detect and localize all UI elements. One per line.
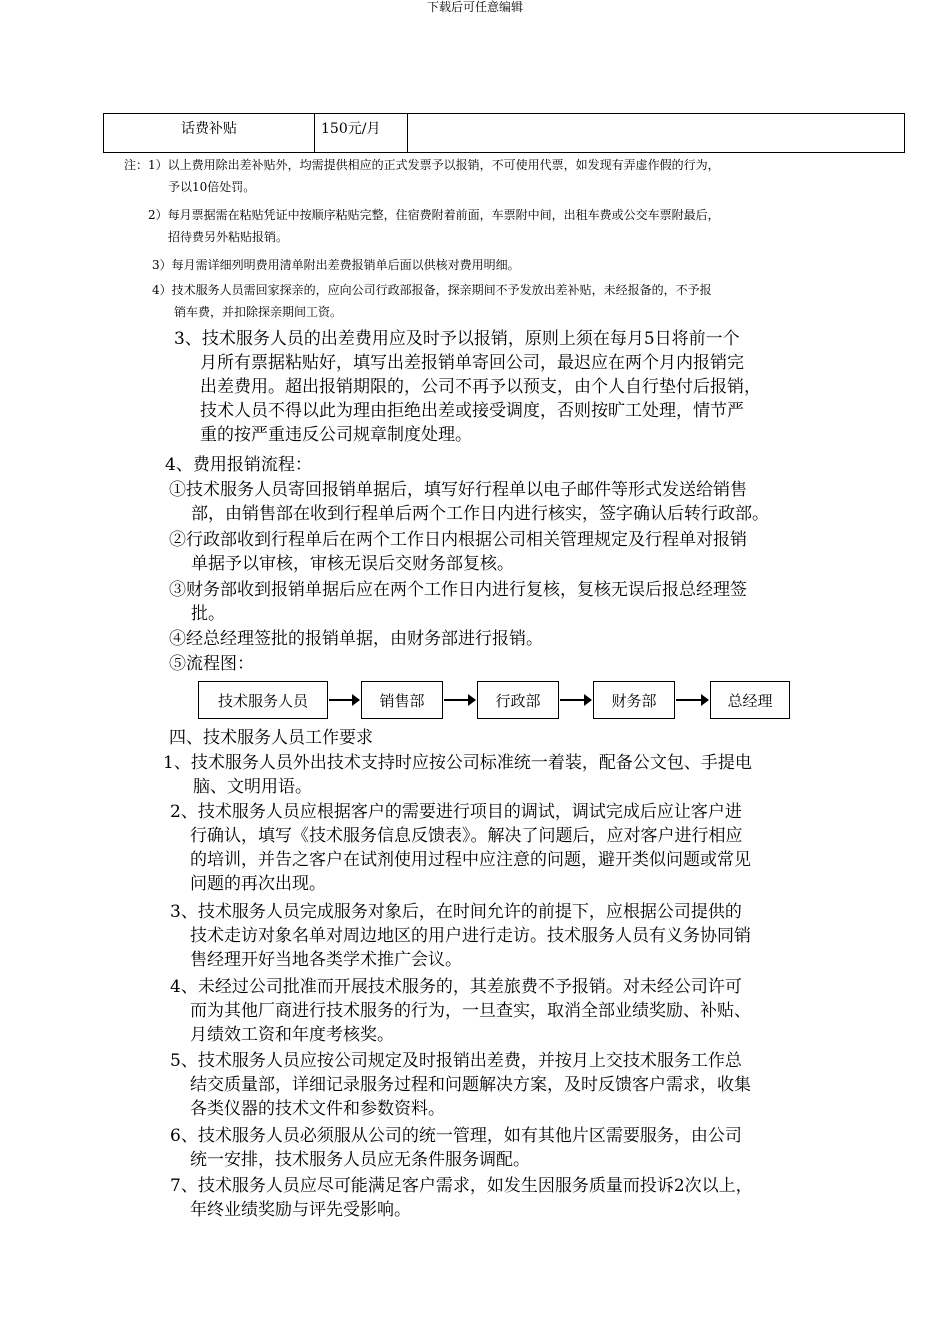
step-4 <box>169 627 849 651</box>
text-line: 各类仪器的技术文件和参数资料。 <box>190 1099 445 1119</box>
text-line: 月绩效工资和年度考核奖。 <box>190 1025 394 1045</box>
req-7 <box>170 1174 850 1222</box>
note-line: 注：1）以上费用除出差补贴外，均需提供相应的正式发票予以报销，不可使用代票，如发现有弄虚作假的行为， <box>124 158 720 172</box>
text-line: 四、技术服务人员工作要求 <box>169 728 373 748</box>
table-cell-label: 话费补贴 <box>104 114 315 153</box>
text-line: 年终业绩奖励与评先受影响。 <box>190 1200 411 1220</box>
flow-box-gm: 总经理 <box>710 681 790 719</box>
arrow-right-icon <box>444 699 475 701</box>
text-line: 问题的再次出现。 <box>190 874 326 894</box>
note-line: 予以10倍处罚。 <box>168 180 256 194</box>
text-line: 单据予以审核，审核无误后交财务部复核。 <box>191 554 514 574</box>
flow-box-finance: 财务部 <box>593 681 675 719</box>
arrow-right-icon <box>329 699 359 701</box>
note-line: 3）每月需详细列明费用清单附出差费报销单后面以供核对费用明细。 <box>152 258 520 272</box>
flow-box-technician: 技术服务人员 <box>198 681 328 719</box>
text-line: 2、技术服务人员应根据客户的需要进行项目的调试，调试完成后应让客户进 <box>170 802 742 822</box>
text-line: 6、技术服务人员必须服从公司的统一管理，如有其他片区需要服务，由公司 <box>170 1126 742 1146</box>
note-4 <box>152 279 712 323</box>
text-line: 4、费用报销流程： <box>165 455 312 475</box>
item-3-paragraph <box>174 327 854 447</box>
text-line: 的培训，并告之客户在试剂使用过程中应注意的问题，避开类似问题或常见 <box>190 850 751 870</box>
text-line: 批。 <box>191 604 225 624</box>
text-line: 技术人员不得以此为理由拒绝出差或接受调度，否则按旷工处理，情节严 <box>200 401 744 421</box>
note-3 <box>152 254 520 276</box>
text-line: 4、未经过公司批准而开展技术服务的，其差旅费不予报销。对未经公司许可 <box>170 977 742 997</box>
text-line: 3、技术服务人员完成服务对象后，在时间允许的前提下，应根据公司提供的 <box>170 902 742 922</box>
text-line: 售经理开好当地各类学术推广会议。 <box>190 950 462 970</box>
text-line: ④经总经理签批的报销单据，由财务部进行报销。 <box>169 629 543 649</box>
text-line: 脑、文明用语。 <box>193 777 312 797</box>
step-1 <box>169 478 849 526</box>
text-line: 重的按严重违反公司规章制度处理。 <box>200 425 472 445</box>
text-line: 结交质量部，详细记录服务过程和问题解决方案，及时反馈客户需求，收集 <box>190 1075 751 1095</box>
text-line: ②行政部收到行程单后在两个工作日内根据公司相关管理规定及行程单对报销 <box>169 530 747 550</box>
step-3 <box>169 578 849 626</box>
note-1 <box>124 154 720 198</box>
req-6 <box>170 1124 850 1172</box>
text-line: 出差费用。超出报销期限的，公司不再予以预支，由个人自行垫付后报销， <box>200 377 761 397</box>
table-cell-value: 150元/月 <box>315 114 408 153</box>
allowance-table <box>103 113 905 153</box>
text-line: 7、技术服务人员应尽可能满足客户需求，如发生因服务质量而投诉2次以上， <box>170 1176 753 1196</box>
text-line: 而为其他厂商进行技术服务的行为，一旦查实，取消全部业绩奖励、补贴、 <box>190 1001 751 1021</box>
text-line: 3、技术服务人员的出差费用应及时予以报销，原则上须在每月5日将前一个 <box>174 329 740 349</box>
text-line: ③财务部收到报销单据后应在两个工作日内进行复核，复核无误后报总经理签 <box>169 580 747 600</box>
req-4 <box>170 975 850 1047</box>
note-line: 4）技术服务人员需回家探亲的，应向公司行政部报备，探亲期间不予发放出差补贴，未经报备的，不予报 <box>152 283 712 297</box>
text-line: 1、技术服务人员外出技术支持时应按公司标准统一着装，配备公文包、手提电 <box>163 753 752 773</box>
note-2 <box>148 204 720 248</box>
arrow-right-icon <box>560 699 591 701</box>
step-2 <box>169 528 849 576</box>
section-4-title <box>169 726 849 750</box>
flow-box-admin: 行政部 <box>477 681 559 719</box>
text-line: 行确认，填写《技术服务信息反馈表》。解决了问题后，应对客户进行相应 <box>190 826 743 846</box>
page-header: 下载后可任意编辑 <box>426 0 523 14</box>
req-1 <box>163 751 843 799</box>
flow-box-sales: 销售部 <box>361 681 443 719</box>
text-line: 统一安排，技术服务人员应无条件服务调配。 <box>190 1150 530 1170</box>
text-line: 部，由销售部在收到行程单后两个工作日内进行核实，签字确认后转行政部。 <box>191 504 769 524</box>
table-cell-extra <box>408 114 905 153</box>
req-3 <box>170 900 850 972</box>
item-4-title <box>165 453 845 477</box>
table-row <box>104 114 905 153</box>
text-line: 月所有票据粘贴好，填写出差报销单寄回公司，最迟应在两个月内报销完 <box>200 353 744 373</box>
note-line: 2）每月票据需在粘贴凭证中按顺序粘贴完整，住宿费附着前面，车票附中间，出租车费或公交车票附最后， <box>148 208 720 222</box>
step-5 <box>169 652 849 676</box>
text-line: 5、技术服务人员应按公司规定及时报销出差费，并按月上交技术服务工作总 <box>170 1051 742 1071</box>
req-5 <box>170 1049 850 1121</box>
req-2 <box>170 800 850 896</box>
text-line: ⑤流程图： <box>169 654 254 674</box>
note-line: 销车费，并扣除探亲期间工资。 <box>174 305 343 319</box>
text-line: 技术走访对象名单对周边地区的用户进行走访。技术服务人员有义务协同销 <box>190 926 751 946</box>
text-line: ①技术服务人员寄回报销单据后，填写好行程单以电子邮件等形式发送给销售 <box>169 480 747 500</box>
note-line: 招待费另外粘贴报销。 <box>168 230 289 244</box>
arrow-right-icon <box>676 699 708 701</box>
